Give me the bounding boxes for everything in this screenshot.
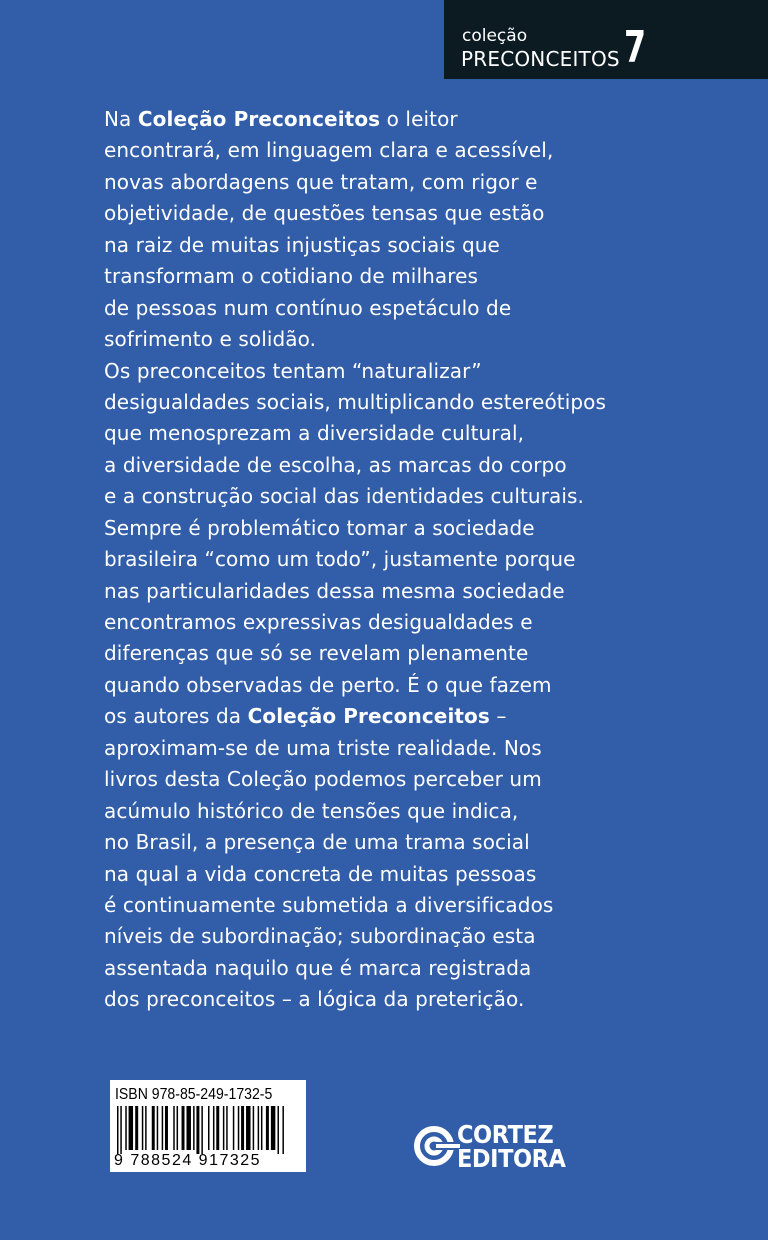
text-segment: sofrimento e solidão. [104, 327, 317, 352]
text-segment: nas particularidades dessa mesma sociedade [104, 578, 565, 603]
text-segment: na qual a vida concreta de muitas pessoas [104, 861, 537, 886]
text-segment: encontramos expressivas desigualdades e [104, 610, 533, 634]
text-segment: no Brasil, a presença de uma trama social [104, 830, 530, 855]
text-line [104, 670, 606, 701]
text-line [104, 261, 606, 292]
publisher-logo-mark-icon [412, 1120, 462, 1172]
text-segment: encontrará, em linguagem clara e acessível, [104, 138, 554, 163]
text-line [104, 827, 606, 858]
text-segment: aproximam-se de uma triste realidade. Nos [104, 735, 542, 760]
text-segment: dos preconceitos – a lógica da preterição. [104, 987, 525, 1012]
text-line [104, 638, 606, 669]
series-title-emphasis: Coleção Preconceitos [137, 107, 381, 131]
text-line [104, 135, 606, 166]
text-line [104, 324, 606, 355]
text-segment: acúmulo histórico de tensões que indica, [104, 798, 519, 823]
text-segment: objetividade, de questões tensas que estão [104, 201, 545, 226]
text-segment: desigualdades sociais, multiplicando estereótipos [104, 389, 607, 414]
series-name: PRECONCEITOS [461, 47, 620, 71]
publisher-name-line2: EDITORA [457, 1144, 566, 1173]
barcode-bars-icon [117, 1106, 299, 1154]
text-segment: novas abordagens que tratam, com rigor e [104, 169, 538, 194]
text-line [104, 104, 606, 135]
text-segment: transformam o cotidiano de milhares [104, 264, 479, 289]
text-segment: diferenças que só se revelam plenamente [104, 641, 529, 666]
text-line [104, 859, 606, 890]
text-segment: os autores da [104, 704, 248, 729]
text-line [104, 513, 606, 544]
text-line [104, 701, 606, 732]
text-segment: – [489, 704, 507, 729]
text-line [104, 890, 606, 921]
text-line [104, 796, 606, 827]
text-line [104, 293, 606, 324]
text-line [104, 764, 606, 795]
text-segment: que menosprezam a diversidade cultural, [104, 421, 525, 446]
text-line [104, 450, 606, 481]
series-title-emphasis: Coleção Preconceitos [247, 704, 490, 729]
text-segment: assentada naquilo que é marca registrada [104, 955, 532, 980]
text-line [104, 356, 606, 387]
text-line [104, 607, 606, 638]
text-segment: Na [104, 107, 138, 131]
text-segment: é continuamente submetida a diversificados [104, 892, 554, 917]
text-segment: níveis de subordinação; subordinação esta [104, 924, 536, 949]
text-line [104, 387, 606, 418]
text-line [104, 481, 606, 512]
text-segment: quando observadas de perto. É o que fazem [104, 672, 552, 697]
text-segment: Sempre é problemático tomar a sociedade [104, 515, 535, 540]
text-line [104, 230, 606, 261]
text-line [104, 921, 606, 952]
text-line [104, 953, 606, 984]
text-segment: livros desta Coleção podemos perceber um [104, 767, 542, 792]
text-segment: o leitor [380, 107, 458, 131]
text-line [104, 167, 606, 198]
text-segment: a diversidade de escolha, as marcas do corpo [104, 452, 567, 477]
text-segment: de pessoas num contínuo espetáculo de [104, 295, 512, 320]
series-label-small: coleção [462, 26, 528, 46]
text-segment: na raiz de muitas injustiças sociais que [104, 232, 500, 257]
text-segment: e a construção social das identidades culturais. [104, 484, 585, 509]
text-line [104, 984, 606, 1015]
series-tab [444, 0, 768, 79]
isbn-label: ISBN 978-85-249-1732-5 [115, 1086, 273, 1103]
text-line [104, 733, 606, 764]
series-volume-number: 7 [624, 22, 647, 73]
isbn-barcode [110, 1080, 306, 1172]
text-line [104, 544, 606, 575]
barcode-digits: 9 788524 917325 [114, 1152, 262, 1169]
publisher-name-line1: CORTEZ [457, 1120, 554, 1149]
text-segment: brasileira “como um todo”, justamente porque [104, 547, 576, 572]
text-segment: Os preconceitos tentam “naturalizar” [104, 358, 482, 383]
text-line [104, 418, 606, 449]
publisher-logo [412, 1120, 572, 1176]
text-line [104, 198, 606, 229]
back-cover-text [104, 104, 606, 1016]
text-line [104, 576, 606, 607]
